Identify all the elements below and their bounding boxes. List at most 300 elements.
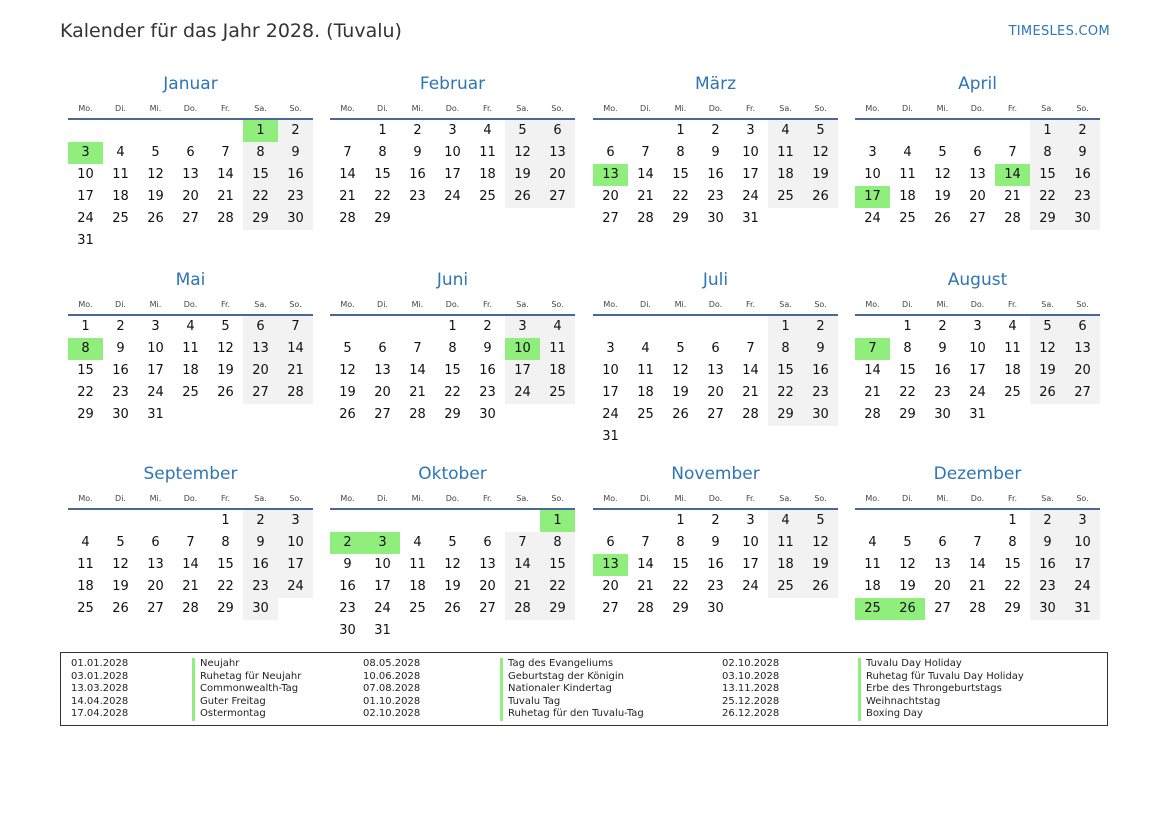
day-cell: 29 <box>1030 208 1065 230</box>
empty-cell <box>698 316 733 338</box>
empty-cell <box>278 230 313 252</box>
empty-cell <box>1065 404 1100 426</box>
day-cell: 20 <box>1065 360 1100 382</box>
weekday-label: Mo. <box>865 299 880 309</box>
day-cell: 21 <box>1004 189 1021 204</box>
day-cell: 25 <box>768 576 803 598</box>
day-cell: 18 <box>637 385 654 400</box>
empty-cell <box>208 120 243 142</box>
day-cell: 25 <box>409 601 426 616</box>
weekday-label: Mo. <box>340 103 355 113</box>
day-cell: 4 <box>768 120 803 142</box>
day-cell: 6 <box>1065 316 1100 338</box>
day-cell: 12 <box>803 532 838 554</box>
weekday-label: Fr. <box>482 103 493 113</box>
day-cell: 3 <box>746 123 755 138</box>
weekday-label: Do. <box>708 493 723 503</box>
weekday-label: So. <box>289 299 302 309</box>
day-cell: 24 <box>864 211 881 226</box>
day-cell: 10 <box>444 145 461 160</box>
day-cell: 12 <box>339 363 356 378</box>
day-cell: 13 <box>540 142 575 164</box>
empty-cell <box>208 230 243 252</box>
weekday-label: Sa. <box>1041 493 1054 503</box>
holiday-day-cell: 8 <box>68 338 103 360</box>
weekday-label: Mo. <box>603 299 618 309</box>
day-cell: 1 <box>378 123 387 138</box>
day-cell: 20 <box>243 360 278 382</box>
weekday-label: Mi. <box>674 493 687 503</box>
day-cell: 26 <box>1030 382 1065 404</box>
empty-cell <box>138 510 173 532</box>
month-name: Mai <box>175 270 206 290</box>
weekday-label: Do. <box>183 493 198 503</box>
day-cell: 11 <box>77 557 94 572</box>
weekday-header <box>330 98 575 118</box>
day-cell: 26 <box>803 576 838 598</box>
weekday-header <box>330 294 575 314</box>
day-cell: 16 <box>803 360 838 382</box>
day-cell: 31 <box>147 407 164 422</box>
weekday-header <box>330 488 575 508</box>
weekday-label: Sa. <box>779 103 792 113</box>
empty-cell <box>68 120 103 142</box>
day-cell: 17 <box>1065 554 1100 576</box>
weekday-label: Di. <box>902 103 913 113</box>
day-cell: 9 <box>116 341 125 356</box>
day-cell: 6 <box>243 316 278 338</box>
day-cell: 15 <box>768 360 803 382</box>
day-cell: 21 <box>637 579 654 594</box>
day-grid <box>330 120 575 230</box>
day-cell: 21 <box>969 579 986 594</box>
day-cell: 31 <box>77 233 94 248</box>
day-cell: 29 <box>1004 601 1021 616</box>
day-cell: 7 <box>1008 145 1017 160</box>
month-januar <box>68 73 313 252</box>
day-cell: 25 <box>77 601 94 616</box>
day-cell: 24 <box>602 407 619 422</box>
empty-cell <box>243 404 278 426</box>
day-cell: 15 <box>374 167 391 182</box>
day-cell: 18 <box>768 164 803 186</box>
empty-cell <box>540 208 575 230</box>
holiday-legend <box>60 652 1108 726</box>
weekday-label: Do. <box>970 103 985 113</box>
day-cell: 26 <box>444 601 461 616</box>
day-cell: 4 <box>483 123 492 138</box>
day-grid <box>593 316 838 448</box>
day-cell: 14 <box>864 363 881 378</box>
day-cell: 5 <box>151 145 160 160</box>
day-cell: 9 <box>1030 532 1065 554</box>
day-cell: 30 <box>707 211 724 226</box>
day-cell: 5 <box>505 120 540 142</box>
day-cell: 16 <box>934 363 951 378</box>
day-cell: 17 <box>77 189 94 204</box>
day-cell: 16 <box>339 579 356 594</box>
day-cell: 20 <box>707 385 724 400</box>
legend-date: 26.12.2028 <box>722 708 780 720</box>
weekday-label: Di. <box>640 493 651 503</box>
day-cell: 3 <box>448 123 457 138</box>
empty-cell <box>1030 404 1065 426</box>
day-cell: 27 <box>182 211 199 226</box>
weekday-label: Di. <box>115 493 126 503</box>
empty-cell <box>995 404 1030 426</box>
day-cell: 29 <box>540 598 575 620</box>
day-cell: 26 <box>112 601 129 616</box>
day-cell: 26 <box>934 211 951 226</box>
day-cell: 4 <box>641 341 650 356</box>
day-cell: 12 <box>899 557 916 572</box>
weekday-header <box>593 294 838 314</box>
day-cell: 22 <box>672 579 689 594</box>
weekday-label: Sa. <box>516 103 529 113</box>
empty-cell <box>663 316 698 338</box>
day-cell: 23 <box>803 382 838 404</box>
holiday-day-cell: 13 <box>593 164 628 186</box>
day-cell: 14 <box>637 557 654 572</box>
legend-name-column <box>192 658 301 721</box>
weekday-label: Fr. <box>1007 493 1018 503</box>
day-cell: 1 <box>1030 120 1065 142</box>
weekday-label: Mi. <box>411 299 424 309</box>
weekday-header <box>68 488 313 508</box>
day-cell: 6 <box>938 535 947 550</box>
day-cell: 15 <box>1004 557 1021 572</box>
legend-holiday-name: Ruhetag für Tuvalu Day Holiday <box>858 671 1024 684</box>
day-cell: 18 <box>864 579 881 594</box>
day-cell: 22 <box>217 579 234 594</box>
day-cell: 8 <box>448 341 457 356</box>
weekday-label: Mo. <box>78 299 93 309</box>
day-cell: 30 <box>339 623 356 638</box>
weekday-label: Do. <box>445 493 460 503</box>
day-cell: 9 <box>803 338 838 360</box>
day-cell: 24 <box>742 579 759 594</box>
day-cell: 6 <box>378 341 387 356</box>
day-cell: 11 <box>864 557 881 572</box>
day-cell: 4 <box>413 535 422 550</box>
empty-cell <box>505 404 540 426</box>
day-cell: 23 <box>707 189 724 204</box>
day-cell: 2 <box>1065 120 1100 142</box>
day-cell: 24 <box>77 211 94 226</box>
empty-cell <box>505 620 540 642</box>
day-cell: 4 <box>868 535 877 550</box>
day-cell: 9 <box>938 341 947 356</box>
day-cell: 30 <box>934 407 951 422</box>
day-cell: 2 <box>938 319 947 334</box>
legend-holiday-name: Tag des Evangeliums <box>500 658 644 671</box>
empty-cell <box>768 426 803 448</box>
empty-cell <box>855 510 890 532</box>
day-cell: 21 <box>864 385 881 400</box>
legend-date: 08.05.2028 <box>363 658 421 669</box>
day-grid <box>855 510 1100 620</box>
day-cell: 2 <box>278 120 313 142</box>
weekday-label: Di. <box>640 103 651 113</box>
weekday-label: Di. <box>115 299 126 309</box>
day-cell: 25 <box>182 385 199 400</box>
month-november <box>593 463 838 620</box>
empty-cell <box>593 120 628 142</box>
weekday-label: Mo. <box>603 493 618 503</box>
day-cell: 28 <box>637 211 654 226</box>
day-cell: 4 <box>540 316 575 338</box>
empty-cell <box>663 426 698 448</box>
empty-cell <box>400 510 435 532</box>
day-cell: 7 <box>746 341 755 356</box>
day-cell: 24 <box>278 576 313 598</box>
page-title: Kalender für das Jahr 2028. (Tuvalu) <box>60 20 402 42</box>
day-cell: 16 <box>1030 554 1065 576</box>
legend-date: 01.10.2028 <box>363 695 421 707</box>
day-cell: 9 <box>711 535 720 550</box>
day-cell: 26 <box>217 385 234 400</box>
day-cell: 19 <box>505 164 540 186</box>
day-cell: 14 <box>182 557 199 572</box>
weekday-label: Mi. <box>936 299 949 309</box>
empty-cell <box>400 620 435 642</box>
legend-holiday-name: Ostermontag <box>192 708 301 721</box>
day-cell: 5 <box>116 535 125 550</box>
day-cell: 19 <box>803 554 838 576</box>
weekday-label: Mo. <box>340 493 355 503</box>
day-cell: 2 <box>1030 510 1065 532</box>
legend-holiday-name: Ruhetag für Neujahr <box>192 671 301 684</box>
day-cell: 27 <box>602 211 619 226</box>
day-cell: 13 <box>182 167 199 182</box>
empty-cell <box>733 316 768 338</box>
day-cell: 7 <box>186 535 195 550</box>
weekday-label: Di. <box>902 493 913 503</box>
weekday-label: Sa. <box>254 299 267 309</box>
day-cell: 28 <box>1004 211 1021 226</box>
day-cell: 21 <box>182 579 199 594</box>
day-grid <box>855 120 1100 230</box>
weekday-header <box>68 98 313 118</box>
weekday-label: Fr. <box>482 299 493 309</box>
day-cell: 25 <box>637 407 654 422</box>
day-cell: 16 <box>479 363 496 378</box>
weekday-label: Mo. <box>340 299 355 309</box>
day-cell: 12 <box>934 167 951 182</box>
day-cell: 2 <box>803 316 838 338</box>
day-cell: 22 <box>768 382 803 404</box>
empty-cell <box>138 230 173 252</box>
legend-date: 17.04.2028 <box>71 708 129 720</box>
legend-holiday-name: Guter Freitag <box>192 696 301 709</box>
day-cell: 12 <box>147 167 164 182</box>
month-name: Januar <box>163 74 218 94</box>
day-cell: 13 <box>969 167 986 182</box>
day-cell: 13 <box>934 557 951 572</box>
weekday-label: Fr. <box>220 299 231 309</box>
empty-cell <box>628 120 663 142</box>
holiday-day-cell: 3 <box>365 532 400 554</box>
day-cell: 11 <box>1004 341 1021 356</box>
day-cell: 30 <box>803 404 838 426</box>
empty-cell <box>103 230 138 252</box>
day-cell: 20 <box>934 579 951 594</box>
day-cell: 18 <box>77 579 94 594</box>
day-cell: 22 <box>1004 579 1021 594</box>
legend-date-column <box>71 658 128 721</box>
day-cell: 5 <box>1030 316 1065 338</box>
day-cell: 23 <box>243 576 278 598</box>
month-name: September <box>143 464 238 484</box>
day-cell: 31 <box>374 623 391 638</box>
day-cell: 17 <box>505 360 540 382</box>
month-name: März <box>695 74 736 94</box>
day-cell: 23 <box>112 385 129 400</box>
day-cell: 24 <box>969 385 986 400</box>
day-cell: 19 <box>147 189 164 204</box>
day-cell: 15 <box>672 557 689 572</box>
weekday-label: So. <box>551 299 564 309</box>
day-cell: 2 <box>711 513 720 528</box>
day-cell: 10 <box>864 167 881 182</box>
day-cell: 7 <box>343 145 352 160</box>
day-cell: 7 <box>278 316 313 338</box>
day-cell: 16 <box>1065 164 1100 186</box>
day-cell: 16 <box>112 363 129 378</box>
day-cell: 5 <box>803 120 838 142</box>
day-cell: 8 <box>676 145 685 160</box>
day-cell: 27 <box>540 186 575 208</box>
weekday-label: Do. <box>445 299 460 309</box>
day-cell: 7 <box>505 532 540 554</box>
empty-cell <box>768 208 803 230</box>
day-cell: 31 <box>742 211 759 226</box>
day-cell: 22 <box>1030 186 1065 208</box>
day-cell: 31 <box>1065 598 1100 620</box>
day-cell: 21 <box>409 385 426 400</box>
day-cell: 22 <box>77 385 94 400</box>
legend-date: 25.12.2028 <box>722 695 780 707</box>
day-cell: 21 <box>742 385 759 400</box>
day-cell: 8 <box>903 341 912 356</box>
day-cell: 7 <box>641 535 650 550</box>
day-cell: 17 <box>969 363 986 378</box>
day-cell: 20 <box>969 189 986 204</box>
day-cell: 9 <box>278 142 313 164</box>
weekday-label: Do. <box>445 103 460 113</box>
day-cell: 23 <box>339 601 356 616</box>
day-cell: 25 <box>768 186 803 208</box>
day-cell: 14 <box>217 167 234 182</box>
day-cell: 16 <box>278 164 313 186</box>
day-cell: 5 <box>448 535 457 550</box>
day-cell: 15 <box>672 167 689 182</box>
day-cell: 22 <box>899 385 916 400</box>
day-cell: 10 <box>742 145 759 160</box>
day-cell: 26 <box>505 186 540 208</box>
day-cell: 26 <box>803 186 838 208</box>
day-cell: 25 <box>479 189 496 204</box>
day-cell: 8 <box>378 145 387 160</box>
day-grid <box>593 120 838 230</box>
day-cell: 29 <box>672 601 689 616</box>
weekday-label: Sa. <box>516 493 529 503</box>
day-cell: 18 <box>899 189 916 204</box>
holiday-day-cell: 17 <box>855 186 890 208</box>
legend-date-column <box>363 658 420 721</box>
holiday-day-cell: 7 <box>855 338 890 360</box>
day-cell: 1 <box>1008 513 1017 528</box>
day-cell: 14 <box>409 363 426 378</box>
day-cell: 1 <box>676 123 685 138</box>
empty-cell <box>400 316 435 338</box>
day-cell: 29 <box>374 211 391 226</box>
day-cell: 6 <box>186 145 195 160</box>
day-cell: 3 <box>151 319 160 334</box>
day-cell: 25 <box>540 382 575 404</box>
day-cell: 12 <box>217 341 234 356</box>
month-name: August <box>947 270 1008 290</box>
day-cell: 13 <box>147 557 164 572</box>
day-cell: 3 <box>505 316 540 338</box>
day-cell: 15 <box>77 363 94 378</box>
legend-date: 13.03.2028 <box>71 683 129 695</box>
empty-cell <box>803 426 838 448</box>
day-cell: 23 <box>1030 576 1065 598</box>
day-cell: 19 <box>444 579 461 594</box>
weekday-label: Do. <box>708 103 723 113</box>
day-grid <box>593 510 838 620</box>
day-cell: 1 <box>768 316 803 338</box>
day-cell: 27 <box>479 601 496 616</box>
day-cell: 4 <box>81 535 90 550</box>
day-grid <box>68 316 313 426</box>
legend-holiday-name: Erbe des Throngeburtstags <box>858 683 1024 696</box>
holiday-day-cell: 2 <box>330 532 365 554</box>
day-cell: 27 <box>1065 382 1100 404</box>
weekday-label: Fr. <box>220 103 231 113</box>
empty-cell <box>593 510 628 532</box>
day-cell: 17 <box>602 385 619 400</box>
day-cell: 1 <box>221 513 230 528</box>
brand-link[interactable]: TIMESLES.COM <box>1008 24 1110 39</box>
day-cell: 1 <box>81 319 90 334</box>
day-cell: 28 <box>182 601 199 616</box>
day-cell: 24 <box>444 189 461 204</box>
legend-date: 14.04.2028 <box>71 695 129 707</box>
day-cell: 28 <box>864 407 881 422</box>
weekday-label: So. <box>551 493 564 503</box>
weekday-label: So. <box>1076 299 1089 309</box>
day-cell: 5 <box>343 341 352 356</box>
day-cell: 28 <box>217 211 234 226</box>
weekday-label: So. <box>814 299 827 309</box>
weekday-label: Mi. <box>936 103 949 113</box>
weekday-label: Mi. <box>674 103 687 113</box>
day-cell: 16 <box>243 554 278 576</box>
day-cell: 18 <box>479 167 496 182</box>
day-cell: 13 <box>243 338 278 360</box>
day-cell: 3 <box>1065 510 1100 532</box>
day-cell: 23 <box>934 385 951 400</box>
day-cell: 5 <box>938 145 947 160</box>
legend-date: 13.11.2028 <box>722 683 780 695</box>
weekday-label: Mi. <box>149 493 162 503</box>
day-cell: 30 <box>479 407 496 422</box>
empty-cell <box>733 598 768 620</box>
day-cell: 8 <box>540 532 575 554</box>
day-cell: 14 <box>278 338 313 360</box>
